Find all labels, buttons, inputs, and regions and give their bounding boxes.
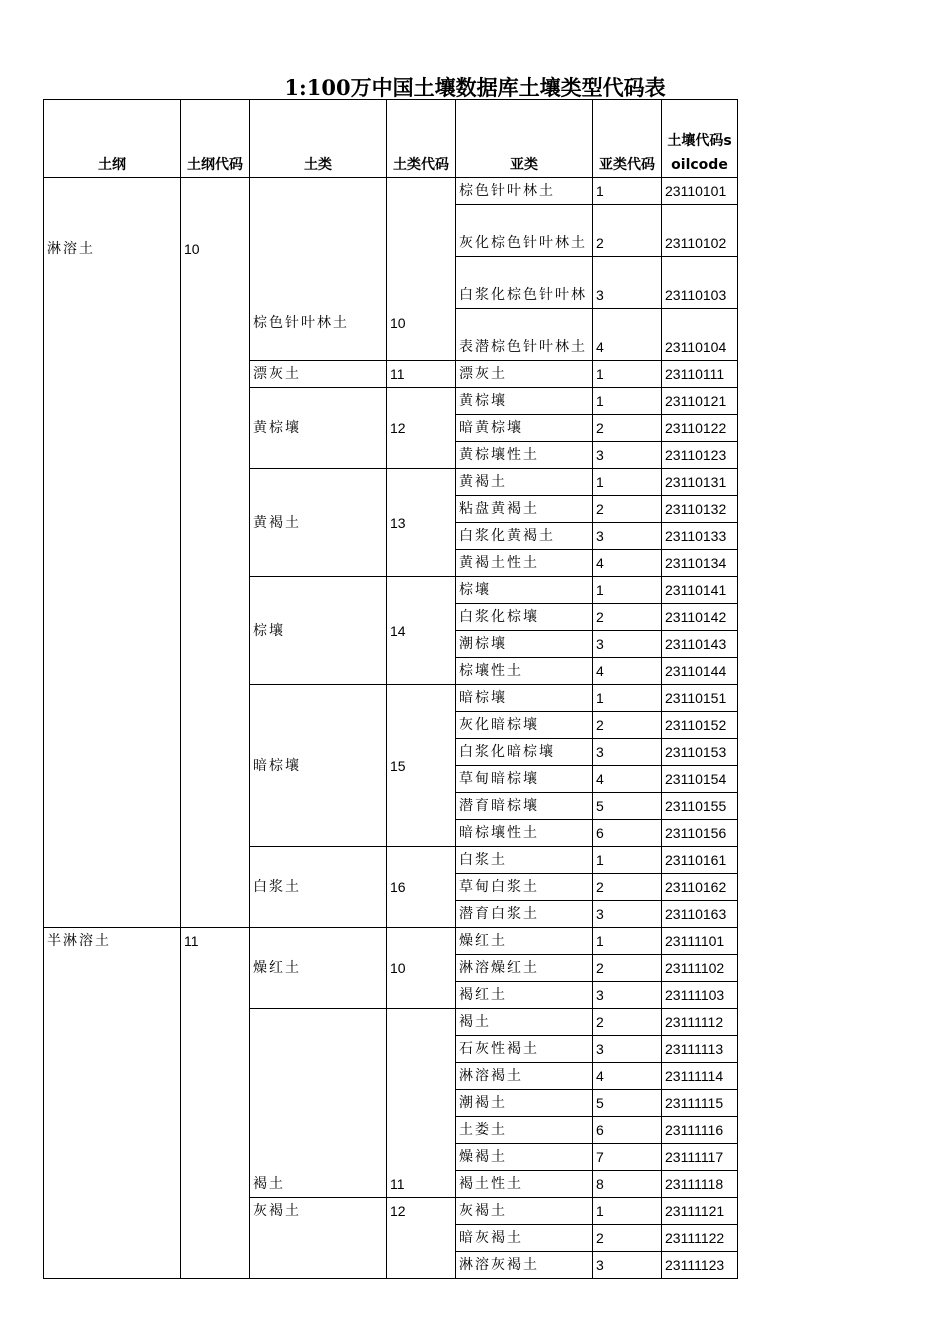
cell-tulei-code: 13 bbox=[387, 469, 456, 577]
cell-yalei: 棕壤 bbox=[456, 577, 593, 604]
cell-tulei: 白浆土 bbox=[250, 847, 387, 928]
cell-tulei-code: 12 bbox=[387, 1198, 456, 1279]
table-body bbox=[44, 178, 738, 1279]
cell-yalei: 白浆化棕色针叶林 bbox=[456, 257, 593, 309]
cell-yalei: 灰化暗棕壤 bbox=[456, 712, 593, 739]
header-soilcode: 土壤代码soilcode bbox=[662, 100, 738, 178]
cell-soilcode: 23110122 bbox=[662, 415, 738, 442]
header-tugang: 土纲 bbox=[44, 100, 181, 178]
cell-soilcode: 23111101 bbox=[662, 928, 738, 955]
cell-soilcode: 23110101 bbox=[662, 178, 738, 205]
table-row bbox=[44, 928, 738, 955]
page-title: 1:100万中国土壤数据库土壤类型代码表 bbox=[284, 75, 666, 100]
cell-yalei-code: 1 bbox=[593, 577, 662, 604]
cell-soilcode: 23110133 bbox=[662, 523, 738, 550]
cell-soilcode: 23110144 bbox=[662, 658, 738, 685]
cell-yalei-code: 3 bbox=[593, 442, 662, 469]
cell-yalei-code: 3 bbox=[593, 1252, 662, 1279]
cell-soilcode: 23110156 bbox=[662, 820, 738, 847]
header-tulei: 土类 bbox=[250, 100, 387, 178]
cell-soilcode: 23111113 bbox=[662, 1036, 738, 1063]
cell-soilcode: 23110132 bbox=[662, 496, 738, 523]
cell-tulei-code: 10 bbox=[387, 928, 456, 1009]
cell-yalei-code: 3 bbox=[593, 631, 662, 658]
cell-yalei-code: 2 bbox=[593, 604, 662, 631]
cell-soilcode: 23110154 bbox=[662, 766, 738, 793]
cell-soilcode: 23111123 bbox=[662, 1252, 738, 1279]
cell-yalei: 白浆化黄褐土 bbox=[456, 523, 593, 550]
cell-yalei-code: 5 bbox=[593, 1090, 662, 1117]
cell-tulei-code: 11 bbox=[387, 1009, 456, 1198]
cell-yalei: 草甸白浆土 bbox=[456, 874, 593, 901]
cell-yalei-code: 1 bbox=[593, 685, 662, 712]
cell-yalei-code: 2 bbox=[593, 415, 662, 442]
soil-code-table bbox=[43, 99, 738, 1279]
cell-yalei: 灰化棕色针叶林土 bbox=[456, 205, 593, 257]
cell-yalei-code: 1 bbox=[593, 469, 662, 496]
cell-soilcode: 23110163 bbox=[662, 901, 738, 928]
cell-yalei: 燥红土 bbox=[456, 928, 593, 955]
cell-tulei: 棕色针叶林土 bbox=[250, 178, 387, 361]
cell-yalei-code: 2 bbox=[593, 496, 662, 523]
cell-yalei: 黄棕壤 bbox=[456, 388, 593, 415]
header-tugang-code: 土纲代码 bbox=[181, 100, 250, 178]
cell-tugang-code: 10 bbox=[181, 178, 250, 928]
cell-yalei-code: 2 bbox=[593, 874, 662, 901]
cell-yalei-code: 3 bbox=[593, 982, 662, 1009]
cell-yalei: 白浆化暗棕壤 bbox=[456, 739, 593, 766]
cell-yalei-code: 1 bbox=[593, 847, 662, 874]
cell-yalei-code: 4 bbox=[593, 309, 662, 361]
cell-soilcode: 23111118 bbox=[662, 1171, 738, 1198]
cell-soilcode: 23110153 bbox=[662, 739, 738, 766]
cell-tulei-code: 11 bbox=[387, 361, 456, 388]
cell-soilcode: 23110123 bbox=[662, 442, 738, 469]
cell-tulei: 棕壤 bbox=[250, 577, 387, 685]
cell-yalei-code: 3 bbox=[593, 523, 662, 550]
cell-yalei: 暗棕壤 bbox=[456, 685, 593, 712]
cell-yalei: 表潜棕色针叶林土 bbox=[456, 309, 593, 361]
cell-yalei: 褐土性土 bbox=[456, 1171, 593, 1198]
cell-yalei-code: 1 bbox=[593, 178, 662, 205]
cell-soilcode: 23111116 bbox=[662, 1117, 738, 1144]
cell-yalei-code: 3 bbox=[593, 1036, 662, 1063]
cell-yalei: 灰褐土 bbox=[456, 1198, 593, 1225]
cell-soilcode: 23110103 bbox=[662, 257, 738, 309]
cell-soilcode: 23110161 bbox=[662, 847, 738, 874]
cell-tulei-code: 10 bbox=[387, 178, 456, 361]
cell-tulei-code: 12 bbox=[387, 388, 456, 469]
cell-yalei: 暗黄棕壤 bbox=[456, 415, 593, 442]
cell-yalei: 漂灰土 bbox=[456, 361, 593, 388]
cell-yalei-code: 3 bbox=[593, 901, 662, 928]
cell-yalei: 棕色针叶林土 bbox=[456, 178, 593, 205]
cell-tulei: 褐土 bbox=[250, 1009, 387, 1198]
cell-yalei-code: 5 bbox=[593, 793, 662, 820]
cell-yalei: 黄棕壤性土 bbox=[456, 442, 593, 469]
cell-tulei: 灰褐土 bbox=[250, 1198, 387, 1279]
cell-tulei: 黄褐土 bbox=[250, 469, 387, 577]
cell-yalei: 石灰性褐土 bbox=[456, 1036, 593, 1063]
cell-tulei: 漂灰土 bbox=[250, 361, 387, 388]
cell-yalei-code: 4 bbox=[593, 1063, 662, 1090]
cell-yalei-code: 1 bbox=[593, 361, 662, 388]
cell-soilcode: 23111117 bbox=[662, 1144, 738, 1171]
cell-yalei-code: 3 bbox=[593, 739, 662, 766]
cell-soilcode: 23111121 bbox=[662, 1198, 738, 1225]
header-yalei: 亚类 bbox=[456, 100, 593, 178]
cell-soilcode: 23110111 bbox=[662, 361, 738, 388]
cell-yalei-code: 2 bbox=[593, 955, 662, 982]
cell-yalei-code: 1 bbox=[593, 388, 662, 415]
cell-tugang: 半淋溶土 bbox=[44, 928, 181, 1279]
cell-soilcode: 23110121 bbox=[662, 388, 738, 415]
cell-soilcode: 23110152 bbox=[662, 712, 738, 739]
cell-soilcode: 23110104 bbox=[662, 309, 738, 361]
cell-yalei: 暗棕壤性土 bbox=[456, 820, 593, 847]
cell-yalei: 草甸暗棕壤 bbox=[456, 766, 593, 793]
cell-soilcode: 23111102 bbox=[662, 955, 738, 982]
cell-yalei: 潮褐土 bbox=[456, 1090, 593, 1117]
cell-yalei: 暗灰褐土 bbox=[456, 1225, 593, 1252]
cell-soilcode: 23110102 bbox=[662, 205, 738, 257]
cell-yalei: 淋溶褐土 bbox=[456, 1063, 593, 1090]
cell-yalei: 粘盘黄褐土 bbox=[456, 496, 593, 523]
cell-yalei: 白浆化棕壤 bbox=[456, 604, 593, 631]
cell-yalei-code: 4 bbox=[593, 766, 662, 793]
cell-yalei-code: 8 bbox=[593, 1171, 662, 1198]
cell-yalei: 潜育暗棕壤 bbox=[456, 793, 593, 820]
cell-yalei-code: 4 bbox=[593, 550, 662, 577]
cell-yalei: 褐红土 bbox=[456, 982, 593, 1009]
cell-yalei: 棕壤性土 bbox=[456, 658, 593, 685]
cell-yalei: 潮棕壤 bbox=[456, 631, 593, 658]
cell-tugang-code: 11 bbox=[181, 928, 250, 1279]
table-row bbox=[44, 178, 738, 205]
cell-tulei-code: 16 bbox=[387, 847, 456, 928]
cell-yalei-code: 6 bbox=[593, 820, 662, 847]
cell-soilcode: 23110155 bbox=[662, 793, 738, 820]
cell-tulei: 燥红土 bbox=[250, 928, 387, 1009]
cell-yalei-code: 2 bbox=[593, 712, 662, 739]
cell-yalei-code: 7 bbox=[593, 1144, 662, 1171]
cell-yalei-code: 2 bbox=[593, 1009, 662, 1036]
cell-tulei-code: 15 bbox=[387, 685, 456, 847]
cell-yalei: 黄褐土性土 bbox=[456, 550, 593, 577]
cell-yalei-code: 2 bbox=[593, 205, 662, 257]
cell-yalei: 褐土 bbox=[456, 1009, 593, 1036]
cell-yalei: 白浆土 bbox=[456, 847, 593, 874]
cell-yalei: 潜育白浆土 bbox=[456, 901, 593, 928]
cell-yalei-code: 2 bbox=[593, 1225, 662, 1252]
cell-soilcode: 23110142 bbox=[662, 604, 738, 631]
cell-yalei: 黄褐土 bbox=[456, 469, 593, 496]
cell-tulei: 暗棕壤 bbox=[250, 685, 387, 847]
cell-yalei-code: 1 bbox=[593, 928, 662, 955]
cell-soilcode: 23111114 bbox=[662, 1063, 738, 1090]
header-yalei-code: 亚类代码 bbox=[593, 100, 662, 178]
cell-yalei: 淋溶燥红土 bbox=[456, 955, 593, 982]
cell-tugang: 淋溶土 bbox=[44, 178, 181, 928]
cell-tulei-code: 14 bbox=[387, 577, 456, 685]
cell-soilcode: 23111112 bbox=[662, 1009, 738, 1036]
cell-soilcode: 23111103 bbox=[662, 982, 738, 1009]
cell-soilcode: 23110131 bbox=[662, 469, 738, 496]
cell-yalei: 土娄土 bbox=[456, 1117, 593, 1144]
cell-yalei-code: 6 bbox=[593, 1117, 662, 1144]
cell-soilcode: 23110151 bbox=[662, 685, 738, 712]
header-tulei-code: 土类代码 bbox=[387, 100, 456, 178]
cell-soilcode: 23110134 bbox=[662, 550, 738, 577]
cell-yalei-code: 3 bbox=[593, 257, 662, 309]
cell-yalei: 淋溶灰褐土 bbox=[456, 1252, 593, 1279]
cell-soilcode: 23111115 bbox=[662, 1090, 738, 1117]
cell-soilcode: 23110141 bbox=[662, 577, 738, 604]
cell-yalei-code: 4 bbox=[593, 658, 662, 685]
cell-tulei: 黄棕壤 bbox=[250, 388, 387, 469]
cell-yalei-code: 1 bbox=[593, 1198, 662, 1225]
cell-soilcode: 23111122 bbox=[662, 1225, 738, 1252]
cell-soilcode: 23110162 bbox=[662, 874, 738, 901]
cell-yalei: 燥褐土 bbox=[456, 1144, 593, 1171]
cell-soilcode: 23110143 bbox=[662, 631, 738, 658]
header-row bbox=[44, 100, 738, 178]
